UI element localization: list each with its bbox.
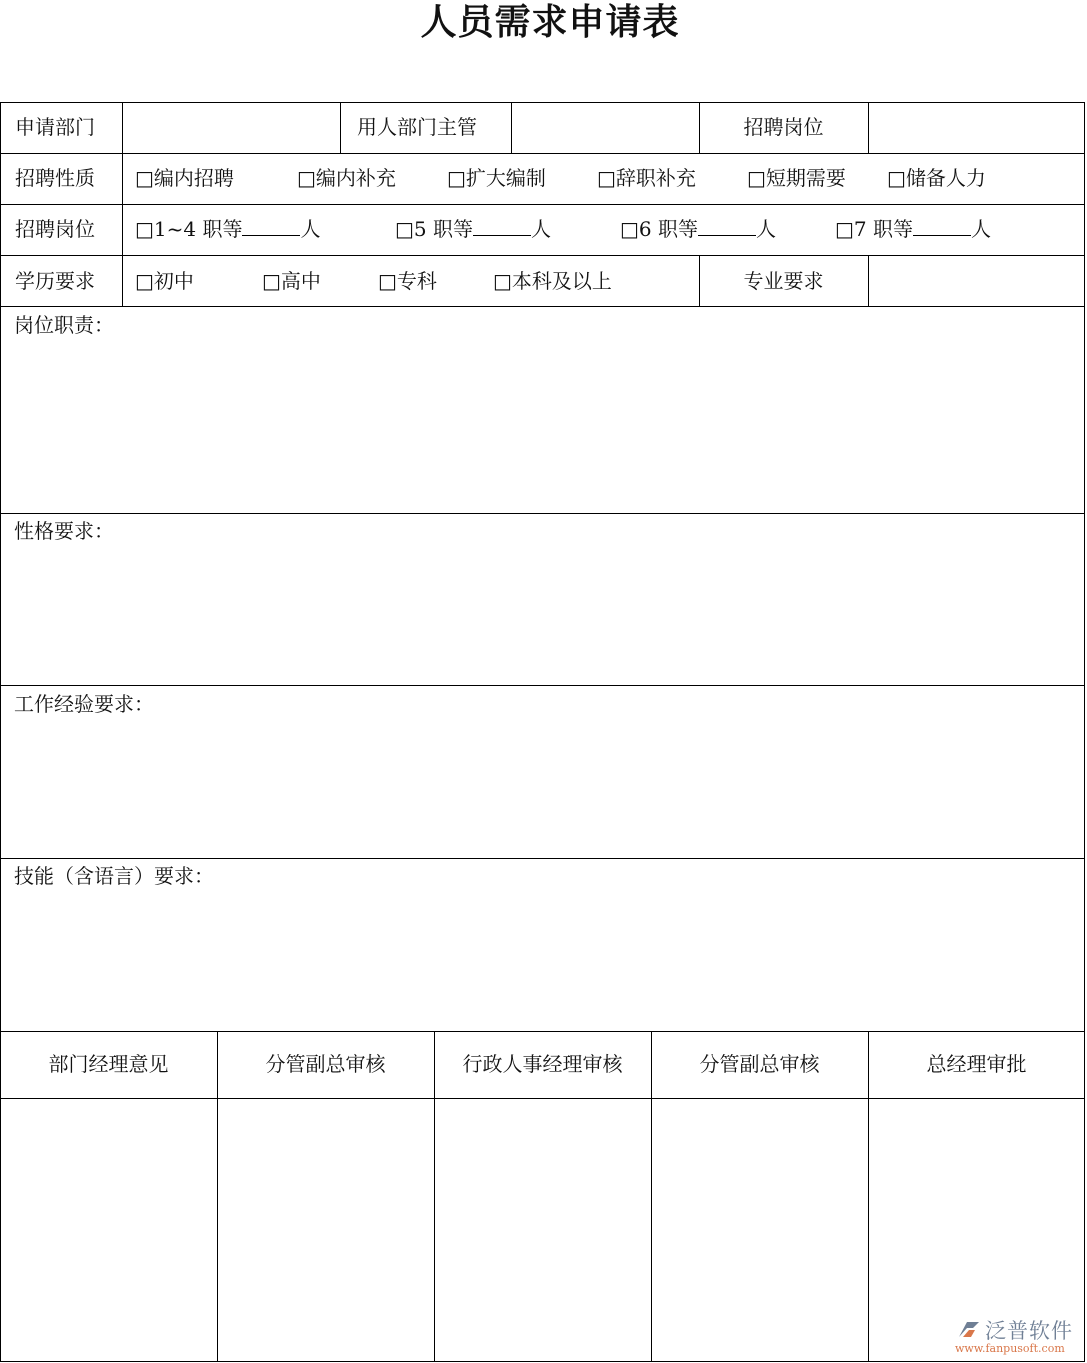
duties-label: 岗位职责： <box>14 313 114 337</box>
count-blank[interactable] <box>913 217 971 236</box>
grade-label: 招聘岗位 <box>15 217 95 241</box>
row-divider <box>0 153 1085 154</box>
grade-option-label: □5 职等 <box>395 217 473 241</box>
recruit-type-option[interactable]: □辞职补充 <box>597 166 696 190</box>
position-label: 招聘岗位 <box>743 115 824 139</box>
education-option[interactable]: □专科 <box>378 269 437 293</box>
grade-option[interactable] <box>620 217 776 241</box>
recruit-type-option[interactable]: □储备人力 <box>887 166 986 190</box>
education-option[interactable]: □本科及以上 <box>493 269 612 293</box>
dept-field[interactable] <box>124 104 339 152</box>
education-option[interactable]: □初中 <box>135 269 194 293</box>
col-divider <box>868 1031 869 1362</box>
major-label: 专业要求 <box>743 269 824 293</box>
row-divider <box>0 306 1085 307</box>
recruit-type-option[interactable]: □短期需要 <box>747 166 846 190</box>
col-divider <box>122 102 123 306</box>
grade-option[interactable] <box>395 217 551 241</box>
count-blank[interactable] <box>698 217 756 236</box>
skills-label: 技能（含语言）要求： <box>14 864 214 888</box>
col-divider <box>434 1031 435 1362</box>
col-divider <box>868 102 869 153</box>
recruit-type-option[interactable]: □编内招聘 <box>135 166 234 190</box>
row-divider <box>0 204 1085 205</box>
approval-header: 分管副总审核 <box>699 1052 820 1076</box>
major-field[interactable] <box>870 257 1083 305</box>
grade-option-label: □7 职等 <box>835 217 913 241</box>
experience-label: 工作经验要求： <box>14 692 154 716</box>
education-label: 学历要求 <box>15 269 95 293</box>
row-divider <box>0 685 1085 686</box>
col-divider <box>651 1031 652 1362</box>
recruit-type-option[interactable]: □编内补充 <box>297 166 396 190</box>
approval-header: 分管副总审核 <box>265 1052 386 1076</box>
col-divider <box>217 1031 218 1362</box>
supervisor-field[interactable] <box>513 104 698 152</box>
education-option[interactable]: □高中 <box>262 269 321 293</box>
table-border <box>0 102 1085 103</box>
row-divider <box>0 1031 1085 1032</box>
dept-label: 申请部门 <box>15 115 95 139</box>
col-divider <box>340 102 341 153</box>
approval-header: 总经理审批 <box>926 1052 1027 1076</box>
approval-header: 部门经理意见 <box>48 1052 169 1076</box>
unit: 人 <box>755 217 776 241</box>
row-divider <box>0 1098 1085 1099</box>
logo-url: www.fanpusoft.com <box>955 1342 1065 1355</box>
position-field[interactable] <box>870 104 1083 152</box>
approval-header: 行政人事经理审核 <box>462 1052 623 1076</box>
recruit-type-label: 招聘性质 <box>15 166 95 190</box>
unit: 人 <box>970 217 991 241</box>
grade-option-label: □6 职等 <box>620 217 698 241</box>
col-divider <box>868 255 869 306</box>
table-border <box>1084 102 1085 1362</box>
fanpusoft-logo <box>955 1315 1080 1359</box>
personality-label: 性格要求： <box>14 519 114 543</box>
row-divider <box>0 513 1085 514</box>
logo-mark-icon <box>957 1319 981 1339</box>
grade-option-label: □1~4 职等 <box>135 217 243 241</box>
logo-name: 泛普软件 <box>985 1319 1073 1343</box>
supervisor-label: 用人部门主管 <box>357 115 477 139</box>
unit: 人 <box>530 217 551 241</box>
row-divider <box>0 255 1085 256</box>
table-border <box>0 102 1 1362</box>
row-divider <box>0 858 1085 859</box>
count-blank[interactable] <box>242 217 300 236</box>
grade-option[interactable] <box>835 217 991 241</box>
table-border <box>0 1361 1085 1362</box>
recruit-type-option[interactable]: □扩大编制 <box>447 166 546 190</box>
unit: 人 <box>300 217 321 241</box>
form-title: 人员需求申请表 <box>420 2 680 43</box>
count-blank[interactable] <box>473 217 531 236</box>
col-divider <box>511 102 512 153</box>
grade-option[interactable] <box>135 217 320 241</box>
